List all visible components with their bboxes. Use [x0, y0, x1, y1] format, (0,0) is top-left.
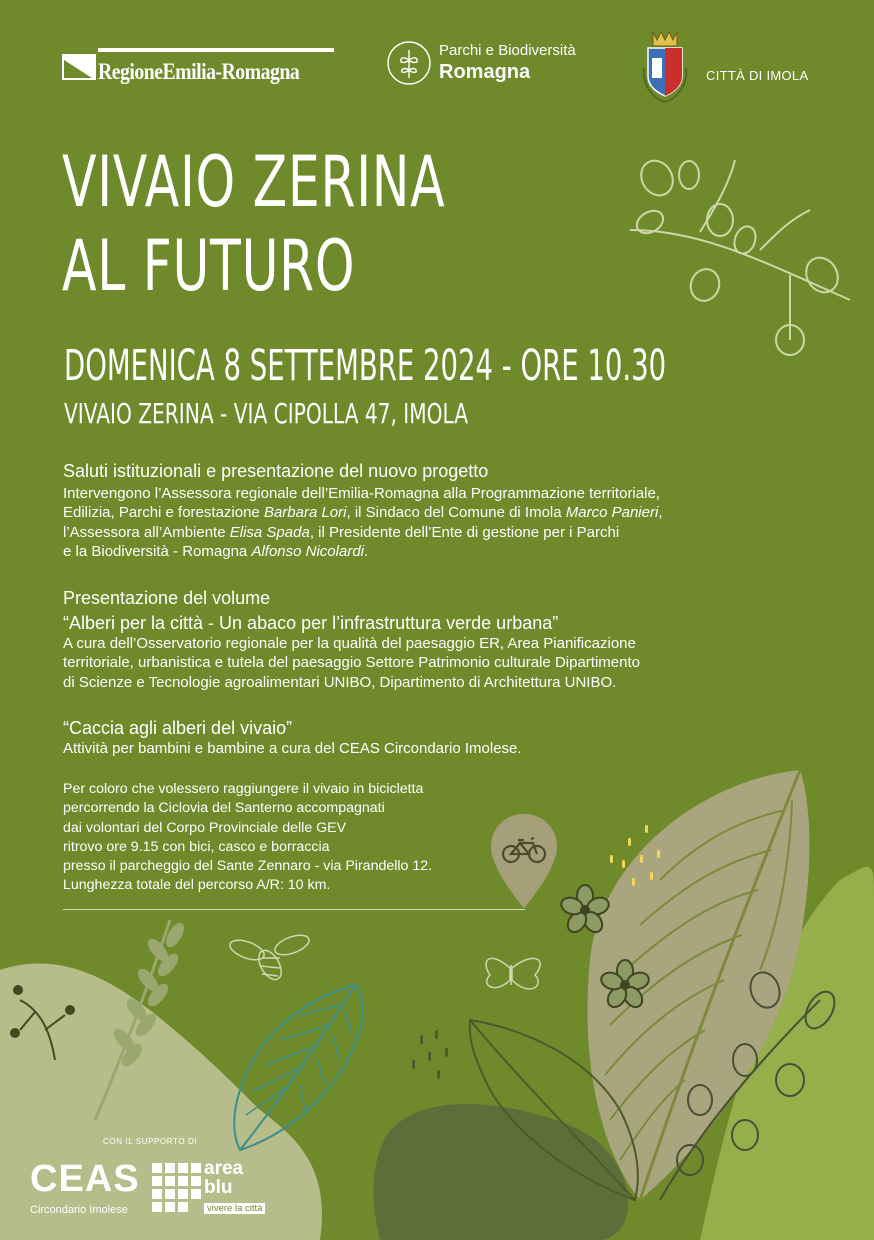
- bee-illustration: [227, 931, 311, 983]
- section2-text: [63, 634, 803, 692]
- dark-blob-center: [373, 1104, 628, 1240]
- section2-line1: A cura dell’Osservatorio regionale per la qualità del paesaggio ER, Area Pianificazione: [63, 635, 636, 652]
- name-barbara-lori: Barbara Lori: [263, 504, 347, 522]
- dark-dots: [412, 1030, 448, 1079]
- section2-line3: di Scienze e Tecnologie agroalimentari UNIBO, Dipartimento di Architettura UNIBO.: [63, 673, 617, 691]
- section-caccia: [63, 717, 803, 758]
- logo-bar: [98, 48, 334, 52]
- section1-line4: [63, 542, 803, 561]
- bike-line3: dai volontari del Corpo Provinciale delle GEV: [63, 819, 347, 836]
- bike-info: [63, 780, 533, 896]
- bike-line2: percorrendo la Ciclovia del Santerno accompagnati: [63, 800, 385, 817]
- section3-text: Attività per bambini e bambine a cura del CEAS Circondario Imolese.: [63, 740, 522, 757]
- ceas-subtitle: Circondario Imolese: [30, 1204, 128, 1216]
- event-title: [62, 140, 465, 308]
- area-word: area: [204, 1158, 244, 1179]
- name-elisa-spada: Elisa Spada: [229, 523, 310, 541]
- section1-line1: Intervengono l’Assessora regionale dell’Emilia-Romagna alla Programmazione territoriale,: [63, 485, 660, 502]
- title-line1: VIVAIO ZERINA: [62, 141, 446, 223]
- text-span: , il Sindaco del Comune di Imola: [346, 504, 566, 522]
- text-span: Edilizia, Parchi e forestazione: [63, 504, 264, 522]
- regione-flag-icon: [62, 52, 96, 82]
- section1-line2: [63, 503, 803, 522]
- text-span: , il Presidente dell’Ente di gestione per i Parchi: [309, 523, 620, 541]
- leaf-circle-icon: [386, 40, 432, 86]
- imola-crest-icon: [640, 28, 690, 104]
- ceas-wordmark: CEAS: [30, 1158, 140, 1200]
- section-volume: [63, 587, 803, 692]
- bike-line1: Per coloro che volessero raggiungere il vivaio in bicicletta: [63, 781, 424, 797]
- text-span: l’Assessora all’Ambiente: [63, 523, 230, 541]
- bike-line4: ritrovo ore 9.15 con bici, casco e borraccia: [63, 838, 330, 855]
- bike-line5: presso il parcheggio del Sante Zennaro - via Pirandello 12.: [63, 858, 433, 875]
- section1-text: [63, 484, 803, 562]
- text-span: .: [364, 543, 369, 561]
- name-marco-panieri: Marco Panieri: [565, 504, 659, 522]
- ceas-logo: [30, 1158, 140, 1228]
- section1-heading: Saluti istituzionali e presentazione del nuovo progetto: [63, 461, 489, 481]
- parchi-line1: Parchi e Biodiversità: [439, 42, 576, 59]
- event-date: DOMENICA 8 SETTEMBRE 2024 - ORE 10.30: [64, 341, 667, 391]
- section2-line2: territoriale, urbanistica e tutela del paesaggio Settore Patrimonio culturale Dipartimento: [63, 654, 640, 672]
- support-label: CON IL SUPPORTO DI: [103, 1137, 198, 1146]
- imola-name: CITTÀ DI IMOLA: [706, 68, 809, 83]
- area-blu-grid-icon: [152, 1163, 202, 1213]
- name-alfonso-nicolardi: Alfonso Nicolardi: [251, 543, 364, 561]
- area-blu-tagline: vivere la città: [204, 1203, 265, 1214]
- section2-subheading: “Alberi per la città - Un abaco per l’infrastruttura verde urbana”: [63, 613, 559, 633]
- area-blu-logo: [152, 1158, 282, 1219]
- butterfly-illustration: [486, 958, 540, 989]
- parchi-romagna-logo: [386, 40, 586, 88]
- parchi-line2: Romagna: [439, 61, 531, 83]
- section2-heading: Presentazione del volume: [63, 588, 271, 608]
- blu-word: blu: [204, 1177, 233, 1198]
- section1-line3: [63, 523, 803, 542]
- regione-name: RegioneEmilia-Romagna: [98, 59, 300, 84]
- section3-heading: “Caccia agli alberi del vivaio”: [63, 718, 293, 738]
- eucalyptus-branch: [630, 155, 850, 355]
- section-saluti: [63, 460, 803, 562]
- regione-emilia-romagna-logo: [62, 48, 334, 88]
- bike-line6: Lunghezza totale del percorso A/R: 10 km.: [63, 877, 331, 894]
- citta-di-imola-logo: [640, 28, 820, 108]
- title-line2: AL FUTURO: [62, 225, 356, 307]
- text-span: e la Biodiversità - Romagna: [63, 543, 252, 561]
- text-span: ,: [658, 504, 663, 522]
- event-place: VIVAIO ZERINA - VIA CIPOLLA 47, IMOLA: [64, 397, 468, 430]
- bike-divider: [63, 909, 525, 910]
